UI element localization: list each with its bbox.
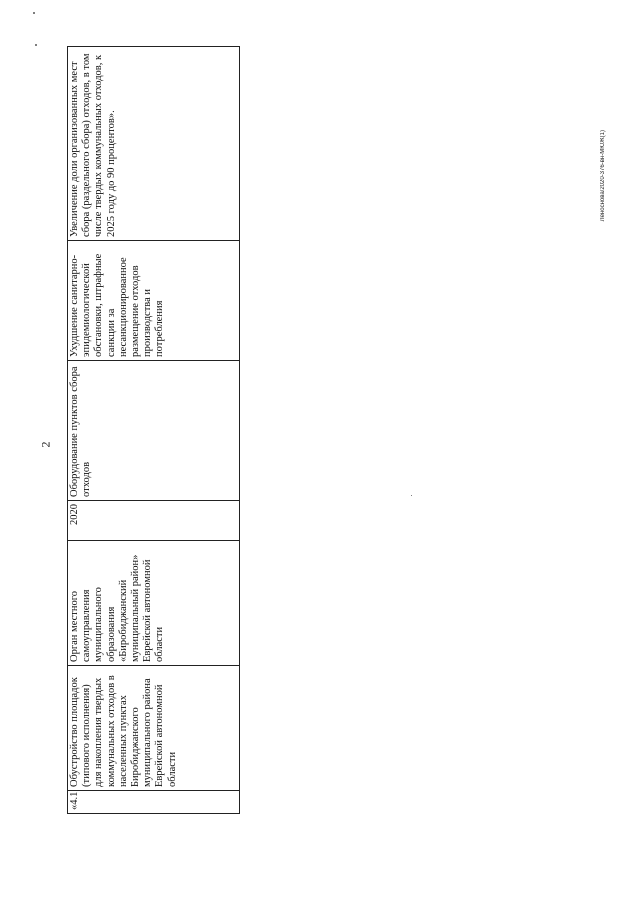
scan-speck (411, 495, 412, 496)
scan-speck (33, 12, 35, 14)
responsible-executor: Орган местного самоуправления муниципального образования «Биробиджанский муниципальный район» Еврейской автономной области (68, 541, 240, 666)
table-row (68, 47, 240, 814)
implementation-year: 2020 (68, 501, 240, 541)
measure-name: Обустройство площадок (типового исполнения) для накопления твердых коммунальных отходов в населенных пунктах Биробиджанского муниципального района Еврейской автономной области (68, 666, 240, 791)
document-code: Леноснова/2020-376-вн-МЮЖ(1) (600, 130, 606, 222)
scan-speck (35, 44, 37, 46)
target-indicator: Увеличение доли организованных мест сбора (раздельного сбора) отходов, в том числе твердых коммунальных отходов, к 2025 году до 90 процентов». (68, 47, 240, 241)
page-number: 2 (38, 441, 53, 448)
table-container (67, 47, 240, 814)
measure-content: Оборудование пунктов сбора отходов (68, 361, 240, 501)
non-implementation-consequences: Ухудшение санитарно-эпидемиологической обстановки, штрафные санкции за несанкционированное размещение отходов производства и потребления (68, 241, 240, 361)
measures-table (67, 46, 240, 814)
row-number: «4.1 (68, 791, 240, 814)
